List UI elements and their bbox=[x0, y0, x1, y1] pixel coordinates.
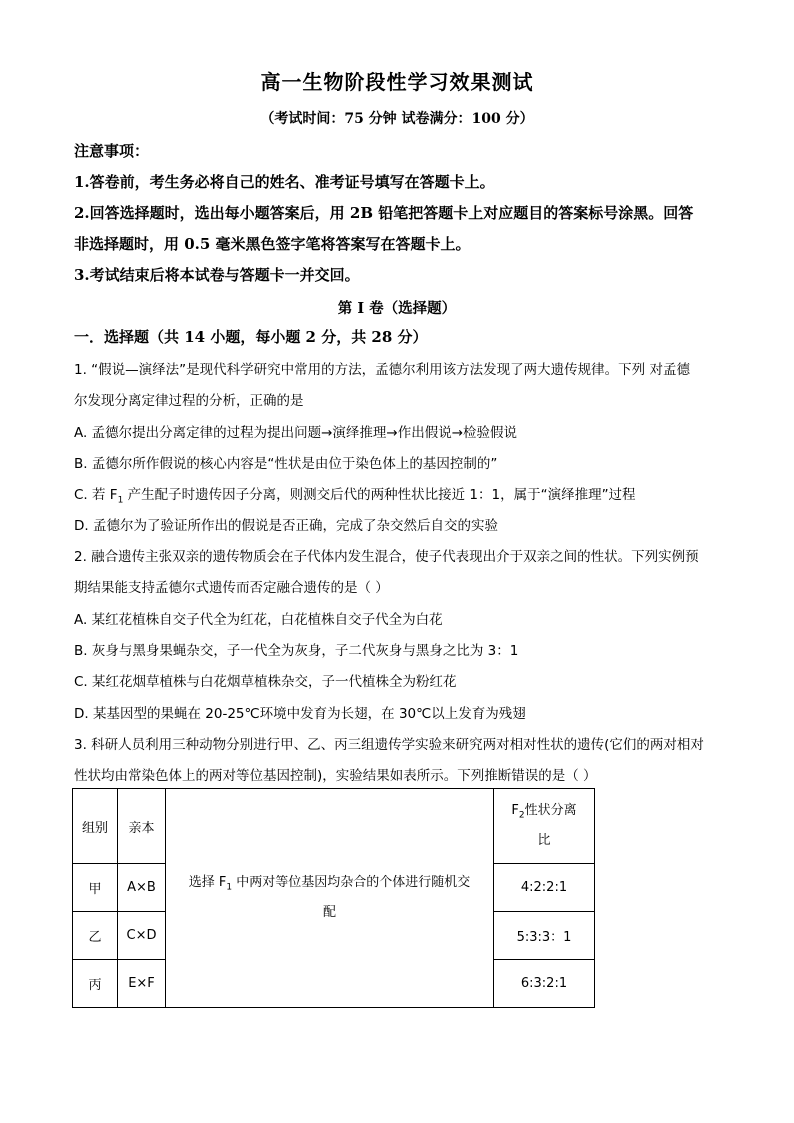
header-ratio-pre: F bbox=[511, 803, 519, 818]
notice-item-3: 3.考试结束后将本试卷与答题卡一并交回。 bbox=[74, 266, 360, 284]
method-line2: 配 bbox=[322, 905, 336, 920]
header-ratio-post: 性状分离 bbox=[524, 803, 577, 818]
row-ratio: 5:3:3：1 bbox=[494, 912, 595, 960]
method-pre: 选择 F bbox=[188, 875, 227, 890]
row-parent: C×D bbox=[118, 912, 166, 960]
q1-option-a: A. 孟德尔提出分离定律的过程为提出问题→演绎推理→作出假说→检验假说 bbox=[74, 425, 518, 441]
q1-option-c-pre: C. 若 F bbox=[74, 487, 118, 503]
section-title: 第 I 卷（选择题） bbox=[337, 300, 457, 317]
row-group: 乙 bbox=[73, 912, 118, 960]
q2-stem-line1: 2. 融合遗传主张双亲的遗传物质会在子代体内发生混合，使子代表现出介于双亲之间的性状。下列实例预 bbox=[74, 549, 699, 565]
part-title: 一．选择题（共 14 小题，每小题 2 分，共 28 分） bbox=[74, 328, 428, 346]
notice-item-1: 1.答卷前，考生务必将自己的姓名、准考证号填写在答题卡上。 bbox=[74, 173, 495, 191]
q3-stem-line1: 3. 科研人员利用三种动物分别进行甲、乙、丙三组遗传学实验来研究两对相对性状的遗传(它们的两对相对 bbox=[74, 737, 704, 753]
row-group: 甲 bbox=[73, 864, 118, 912]
exam-info: （考试时间：75 分钟 试卷满分：100 分） bbox=[260, 111, 534, 127]
q2-stem-line2: 期结果能支持孟德尔式遗传而否定融合遗传的是（ ） bbox=[74, 580, 389, 596]
q1-option-d: D. 孟德尔为了验证所作出的假说是否正确，完成了杂交然后自交的实验 bbox=[74, 518, 498, 534]
notice-item-2-cont: 非选择题时，用 0.5 毫米黑色签字笔将答案写在答题卡上。 bbox=[74, 235, 471, 253]
row-parent: E×F bbox=[118, 960, 166, 1008]
table-header-row bbox=[73, 789, 595, 864]
q2-option-a: A. 某红花植株自交子代全为红花，白花植株自交子代全为白花 bbox=[74, 612, 443, 628]
row-ratio: 6:3:2:1 bbox=[494, 960, 595, 1008]
header-ratio-sub: 2 bbox=[518, 810, 525, 821]
q1-option-c bbox=[74, 483, 724, 506]
method-post: 中两对等位基因均杂合的个体进行随机交 bbox=[232, 875, 471, 890]
q1-option-b: B. 孟德尔所作假说的核心内容是“性状是由位于染色体上的基因控制的” bbox=[74, 456, 498, 472]
row-parent: A×B bbox=[118, 864, 166, 912]
results-table bbox=[72, 788, 595, 1008]
row-ratio: 4:2:2:1 bbox=[494, 864, 595, 912]
header-parent: 亲本 bbox=[118, 789, 166, 864]
q2-option-d: D. 某基因型的果蝇在 20-25℃环境中发育为长翅，在 30℃以上发育为残翅 bbox=[74, 706, 526, 722]
q3-stem-line2: 性状均由常染色体上的两对等位基因控制)，实验结果如表所示。下列推断错误的是（ ） bbox=[74, 768, 597, 784]
q2-option-c: C. 某红花烟草植株与白花烟草植株杂交，子一代植株全为粉红花 bbox=[74, 674, 457, 690]
header-ratio bbox=[494, 789, 595, 864]
notice-heading: 注意事项： bbox=[74, 142, 150, 160]
page-title: 高一生物阶段性学习效果测试 bbox=[260, 70, 534, 94]
method-sub: 1 bbox=[226, 882, 233, 893]
notice-item-2: 2.回答选择题时，选出每小题答案后，用 2B 铅笔把答题卡上对应题目的答案标号涂黑。回答 bbox=[74, 204, 694, 222]
q2-option-b: B. 灰身与黑身果蝇杂交，子一代全为灰身，子二代灰身与黑身之比为 3：1 bbox=[74, 643, 519, 659]
row-group: 丙 bbox=[73, 960, 118, 1008]
q1-option-c-post: 产生配子时遗传因子分离，则测交后代的两种性状比接近 1：1，属于“演绎推理”过程 bbox=[123, 487, 636, 503]
method-cell bbox=[166, 789, 494, 1008]
q1-stem-line1: 1. “假说—演绎法”是现代科学研究中常用的方法，孟德尔利用该方法发现了两大遗传规律。下列 对孟德 bbox=[74, 362, 690, 378]
q1-option-c-sub: 1 bbox=[117, 495, 124, 506]
header-ratio-line2: 比 bbox=[537, 833, 551, 848]
header-group: 组别 bbox=[73, 789, 118, 864]
q1-stem-line2: 尔发现分离定律过程的分析，正确的是 bbox=[74, 393, 304, 409]
